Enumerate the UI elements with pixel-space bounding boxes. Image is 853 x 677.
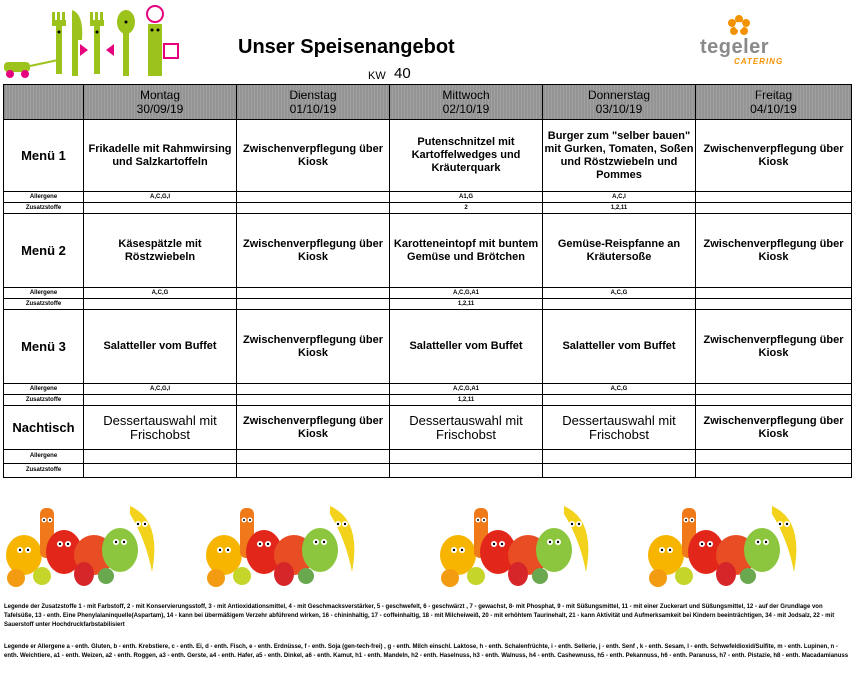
allergene-cell: A,C,G,A1	[390, 288, 543, 299]
zusatzstoffe-cell	[237, 464, 390, 478]
zusatzstoffe-row	[4, 395, 852, 406]
allergene-cell	[696, 450, 852, 464]
allergene-label: Allergene	[4, 450, 84, 464]
day-date: 02/10/19	[442, 102, 490, 116]
allergene-row	[4, 450, 852, 464]
day-date: 01/10/19	[289, 102, 337, 116]
allergene-cell	[237, 192, 390, 203]
allergene-cell: A,C,G	[543, 384, 696, 395]
zusatzstoffe-row	[4, 299, 852, 310]
allergene-cell	[84, 450, 237, 464]
dish-cell: Dessertauswahl mit Frischobst	[84, 406, 237, 450]
allergene-cell	[237, 384, 390, 395]
header-corner	[4, 85, 84, 120]
zusatzstoffe-cell	[543, 299, 696, 310]
dish-cell: Zwischenverpflegung über Kiosk	[696, 120, 852, 192]
zusatzstoffe-label: Zusatzstoffe	[4, 203, 84, 214]
zusatzstoffe-row	[4, 203, 852, 214]
kw-label: KW	[368, 70, 386, 82]
day-date: 03/10/19	[595, 102, 643, 116]
zusatzstoffe-cell	[543, 464, 696, 478]
day-header	[543, 85, 696, 120]
zusatzstoffe-cell: 1,2,11	[390, 395, 543, 406]
dish-cell: Käsespätzle mit Röstzwiebeln	[84, 214, 237, 288]
fruit-group	[440, 506, 588, 587]
zusatzstoffe-cell	[84, 464, 237, 478]
tegeler-logo	[700, 14, 800, 70]
dish-cell: Salatteller vom Buffet	[390, 310, 543, 384]
zusatzstoffe-cell	[84, 203, 237, 214]
allergene-cell	[390, 450, 543, 464]
dish-cell: Frikadelle mit Rahmwirsing und Salzkartoffeln	[84, 120, 237, 192]
dish-cell: Zwischenverpflegung über Kiosk	[237, 214, 390, 288]
dish-cell: Zwischenverpflegung über Kiosk	[696, 406, 852, 450]
row-label: Menü 1	[4, 120, 84, 192]
dish-cell: Zwischenverpflegung über Kiosk	[696, 310, 852, 384]
menu-row	[4, 310, 852, 384]
allergene-row	[4, 192, 852, 203]
row-label: Menü 2	[4, 214, 84, 288]
allergene-cell: A,C,G	[84, 288, 237, 299]
zusatzstoffe-cell: 1,2,11	[390, 299, 543, 310]
day-name: Dienstag	[289, 88, 337, 102]
day-date: 30/09/19	[136, 102, 184, 116]
zusatzstoffe-cell: 2	[390, 203, 543, 214]
menu-row	[4, 120, 852, 192]
fruit-group	[648, 506, 796, 587]
day-header	[237, 85, 390, 120]
day-name: Mittwoch	[442, 88, 490, 102]
legend-zusatzstoffe: Legende der Zusatzstoffe 1 - mit Farbstoff, 2 - mit Konservierungsstoff, 3 - mit Antioxidationsmittel, 4 - mit Geschmacksverstärker, 5 - geschwefelt, 6 - geschwärzt , 7 - gewachst, 8- mit Phosphat, 9 - mit Süßungsmittel, 11 - mit einer Zuckerart und Süßungsmittel, 12 - auf der Grundlage von Tafelsüße, 13 - enth. Eine Phenylalaninquelle(Aspartam), 14 - kann bei übermäßigem Verzehr abführend wirken, 16 - chininhaltig, 17 - coffeinhaltig, 18 - mit Milcheiweiß, 20 - mit erhöhtem Taurinehalt, 21 - kann Aktivität und Aufmerksamkeit bei Kindern beeinträchtigen, 34 - mit Jodsalz, 22 - mit Sauerstoff unter Hochdruckfarbstabilisiert	[4, 604, 835, 628]
zusatzstoffe-label: Zusatzstoffe	[4, 464, 84, 478]
flower-icon	[724, 14, 754, 38]
allergene-label: Allergene	[4, 288, 84, 299]
allergene-row	[4, 288, 852, 299]
allergene-cell	[237, 450, 390, 464]
dish-cell: Gemüse-Reispfanne an Kräutersoße	[543, 214, 696, 288]
zusatzstoffe-cell	[237, 203, 390, 214]
dish-cell: Dessertauswahl mit Frischobst	[543, 406, 696, 450]
day-header	[390, 85, 543, 120]
row-label: Nachtisch	[4, 406, 84, 450]
allergene-row	[4, 384, 852, 395]
zusatzstoffe-cell	[696, 464, 852, 478]
dish-cell: Zwischenverpflegung über Kiosk	[237, 406, 390, 450]
zusatzstoffe-cell	[696, 299, 852, 310]
zusatzstoffe-cell	[237, 299, 390, 310]
zusatzstoffe-cell	[696, 203, 852, 214]
dish-cell: Zwischenverpflegung über Kiosk	[696, 214, 852, 288]
zusatzstoffe-cell	[237, 395, 390, 406]
menu-table	[3, 84, 852, 478]
day-name: Freitag	[754, 88, 793, 102]
allergene-cell: A1,G	[390, 192, 543, 203]
zusatzstoffe-row	[4, 464, 852, 478]
menu-row	[4, 214, 852, 288]
allergene-cell: A,C,G	[543, 288, 696, 299]
dish-cell: Zwischenverpflegung über Kiosk	[237, 310, 390, 384]
dish-cell: Dessertauswahl mit Frischobst	[390, 406, 543, 450]
day-header-row	[4, 85, 852, 120]
day-date: 04/10/19	[750, 102, 797, 116]
zusatzstoffe-cell: 1,2,11	[543, 203, 696, 214]
dish-cell: Putenschnitzel mit Kartoffelwedges und Kräuterquark	[390, 120, 543, 192]
allergene-label: Allergene	[4, 192, 84, 203]
fruit-group	[206, 506, 354, 587]
kw-value: 40	[394, 65, 411, 82]
row-label: Menü 3	[4, 310, 84, 384]
zusatzstoffe-cell	[84, 299, 237, 310]
allergene-cell	[696, 384, 852, 395]
menu-row	[4, 406, 852, 450]
allergene-cell: A,C,G,I	[84, 192, 237, 203]
zusatzstoffe-cell	[696, 395, 852, 406]
fruit-illustration	[0, 500, 853, 592]
zusatzstoffe-cell	[84, 395, 237, 406]
day-header	[696, 85, 852, 120]
page-title: Unser Speisenangebot	[238, 36, 455, 58]
legend-allergene: Legende er Allergene a - enth. Gluten, b - enth. Krebstiere, c - enth. Ei, d - enth. Fisch, e - enth. Erdnüsse, f - enth. Soja (gen-tech-frei) , g - enth. Milch einschl. Laktose, h - enth. Schalenfrüchte, i - enth. Sellerie, j - enth. Senf , k - enth. Sesam, l - enth. Schwefeldioxid/Sulfite, m - enth. Lupinen, n - enth. Weichtiere, a1 - enth. Weizen, a2 - enth. Roggen, a3 - enth. Gerste, a4 - enth. Hafer, a5 - enth. Dinkel, a6 - enth. Kamut, h1 - enth. Mandeln, h2 - enth. Haselnuss, h3 - enth. Walnuss, h4 - enth. Cashewnuss, h5 - enth. Pekannuss, h6 - enth. Paranuss, h7 - enth. Pistazie, h8 - enth. Macadamianuss	[4, 644, 849, 659]
brand-name: tegeler	[700, 36, 770, 58]
zusatzstoffe-label: Zusatzstoffe	[4, 395, 84, 406]
allergene-cell	[696, 288, 852, 299]
day-header	[84, 85, 237, 120]
allergene-cell	[543, 450, 696, 464]
dish-cell: Salatteller vom Buffet	[84, 310, 237, 384]
brand-subtitle: CATERING	[734, 57, 784, 66]
zusatzstoffe-cell	[543, 395, 696, 406]
dish-cell: Karotteneintopf mit buntem Gemüse und Brötchen	[390, 214, 543, 288]
allergene-cell: A,C,I	[543, 192, 696, 203]
allergene-cell: A,C,G,A1	[390, 384, 543, 395]
allergene-cell	[237, 288, 390, 299]
cutlery-logo	[0, 0, 200, 84]
allergene-cell	[696, 192, 852, 203]
allergene-label: Allergene	[4, 384, 84, 395]
day-name: Donnerstag	[587, 88, 651, 102]
zusatzstoffe-label: Zusatzstoffe	[4, 299, 84, 310]
dish-cell: Burger zum "selber bauen" mit Gurken, Tomaten, Soßen und Röstzwiebeln und Pommes	[543, 120, 696, 192]
allergene-cell: A,C,G,I	[84, 384, 237, 395]
dish-cell: Zwischenverpflegung über Kiosk	[237, 120, 390, 192]
dish-cell: Salatteller vom Buffet	[543, 310, 696, 384]
fruit-group	[6, 506, 154, 587]
day-name: Montag	[139, 88, 181, 102]
zusatzstoffe-cell	[390, 464, 543, 478]
